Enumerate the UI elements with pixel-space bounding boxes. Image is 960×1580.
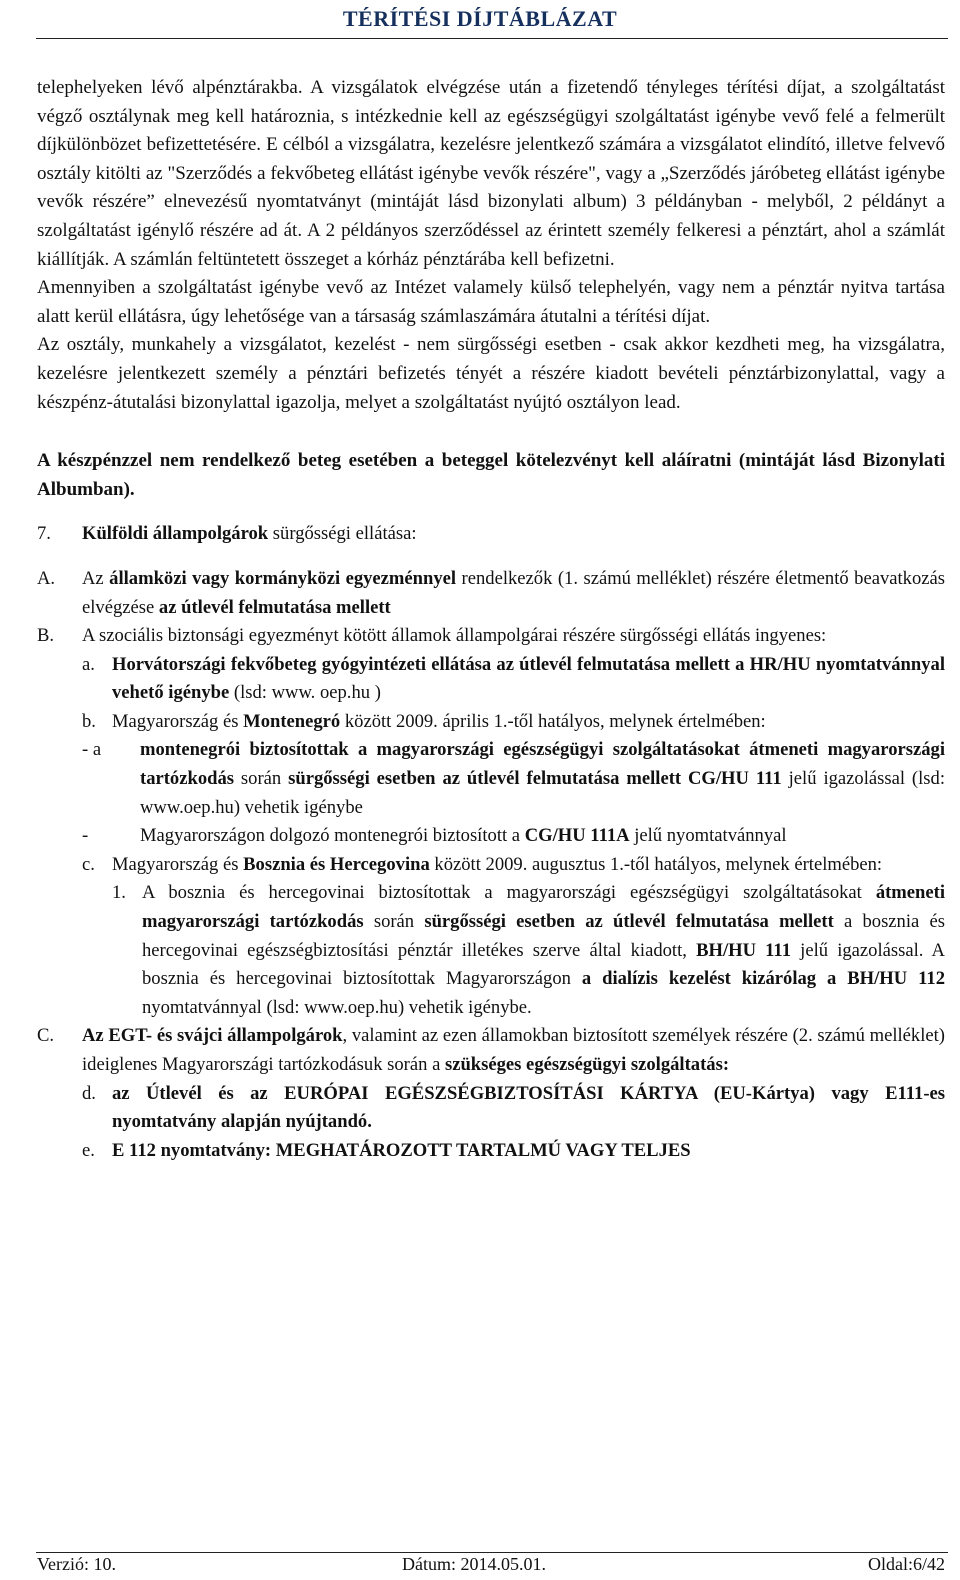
list-item-C-e	[37, 1137, 945, 1166]
bold-span: Bosznia és Hercegovina	[243, 853, 430, 875]
list-marker: b.	[82, 710, 96, 732]
list-item-B-a	[37, 651, 945, 708]
bold-span: átmeneti magyarországi tartózkodás	[142, 882, 945, 933]
bold-span: az útlevél felmutatása mellett	[158, 596, 391, 618]
section-number: 7.	[37, 523, 51, 545]
bold-span: sürgősségi esetben az útlevél felmutatása mellett CG/HU 111	[288, 768, 782, 790]
list-item-B-c	[37, 851, 945, 880]
text-span: Magyarország és	[112, 853, 244, 875]
footer-date: Dátum: 2014.05.01.	[402, 1554, 546, 1574]
list-item-C-d	[37, 1080, 945, 1137]
bold-span: E 112 nyomtatvány: MEGHATÁROZOTT TARTALMÚ VAGY TELJES	[112, 1139, 691, 1161]
list-item-B-b-dash-1	[37, 736, 945, 822]
bold-span: BH/HU 111	[696, 939, 791, 961]
bold-span: Az EGT- és svájci állampolgárok	[82, 1025, 343, 1047]
text-span: Az	[82, 567, 110, 589]
section-7-heading	[37, 520, 945, 549]
text-span: Magyarországon dolgozó montenegrói biztosított a	[140, 825, 525, 847]
text-span: a bosznia és hercegovinai egészségbiztosítási pénztár illetékes szerve által kiadott,	[142, 911, 945, 961]
list-item-B-b	[37, 708, 945, 737]
header-divider	[36, 38, 948, 39]
text-span: (lsd: www. oep.hu )	[229, 682, 381, 704]
text-span: során	[363, 911, 425, 933]
paragraph-external-site-transfer: Amennyiben a szolgáltatást igénybe vevő az Intézet valamely külső telephelyén, vagy nem a pénztár nyitva tartása alatt kerül ellátásra, úgy lehetősége van a társaság számlaszámára átutalni a térítési díjat.	[37, 277, 945, 327]
bold-span: a dialízis kezelést kizárólag a BH/HU 112	[581, 968, 945, 990]
text-span: rendelkezők (1. számú melléklet) részére életmentő beavatkozás elvégzése	[82, 567, 945, 618]
text-span: jelű nyomtatvánnyal	[629, 825, 787, 847]
bold-span: Montenegró	[243, 710, 341, 732]
text-span: Magyarország és	[112, 710, 244, 732]
list-item-B-b-dash-2	[37, 822, 945, 851]
paragraph-payment-procedure: telephelyeken lévő alpénztárakba. A vizsgálatok elvégzése után a fizetendő tényleges térítési díjat, a szolgáltatást végző osztálynak meg kell határoznia, s intézkednie kell az egészségügyi szolgáltatást igénybe vevő felé a felmerült díjkülönbözet befizettetésére. E célból a vizsgálatra, kezelésre jelentkező számára a vizsgálatot elindító, illetve felvevő osztály kitölti az "Szerződés a fekvőbeteg ellátást igénybe vevők részére", vagy a „Szerződés járóbeteg ellátást igénybe vevők részére” elnevezésű nyomtatványt (mintáját lásd bizonylati album) 3 példányban - melyből, 2 példányt a szolgáltatást igénylő részére ad át. A 2 példányos szerződéssel az érintett személy felkeresi a pénztárt, ahol a számlát kiállítják. A számlán feltüntetett összeget a kórház pénztárába kell befizetni.	[37, 77, 945, 270]
list-marker: - a	[82, 739, 102, 761]
list-marker: C.	[37, 1025, 55, 1047]
list-marker: a.	[82, 653, 95, 675]
bold-span: az Útlevél és az EURÓPAI EGÉSZSÉGBIZTOSÍTÁSI KÁRTYA (EU-Kártya) vagy E111-es nyomtatvány alapján nyújtandó.	[112, 1082, 945, 1133]
text-span: jelű igazolással. A bosznia és hercegovinai biztosítottak Magyarországon	[142, 939, 945, 990]
bold-span: montenegrói biztosítottak a magyarországi egészségügyi szolgáltatásokat átmeneti magyarországi tartózkodás	[140, 739, 945, 790]
text-span: nyomtatvánnyal (lsd: www.oep.hu) vehetik igénybe.	[142, 996, 532, 1018]
section-title-rest: sürgősségi ellátása:	[268, 523, 417, 545]
section-title-bold: Külföldi állampolgárok	[82, 523, 269, 545]
list-marker: e.	[82, 1139, 95, 1161]
list-marker: A.	[37, 567, 56, 589]
bold-note-no-cash: A készpénzzel nem rendelkező beteg esetében a beteggel kötelezvényt kell aláíratni (mintáját lásd Bizonylati Albumban).	[37, 450, 945, 500]
list-item-B-c-1	[37, 879, 945, 1022]
paragraph-department-start-condition: Az osztály, munkahely a vizsgálatot, kezelést - nem sürgősségi esetben - csak akkor kezdheti meg, ha vizsgálatra, kezelésre jelentkezett személy a pénztári befizetés tényét a részére kiadott bevételi pénztárbizonylattal, vagy a készpénz-átutalási bizonylattal igazolja, melyet a szolgáltatást nyújtó osztályon lead.	[37, 334, 945, 413]
list-item-A	[37, 565, 945, 622]
text-span: között 2009. augusztus 1.-től hatályos, melynek értelmében:	[429, 853, 883, 875]
text-span: során	[234, 768, 289, 790]
footer-page-number: Oldal:6/42	[868, 1554, 945, 1574]
bold-span: CG/HU 111A	[524, 825, 630, 847]
text-span: , valamint az ezen államokban biztosított személyek részére (2. számú melléklet) ideiglenes Magyarországi tartózkodásuk során a	[82, 1025, 946, 1075]
bold-span: államközi vagy kormányközi egyezménnyel	[109, 567, 457, 589]
list-item-C	[37, 1022, 945, 1079]
list-marker: -	[82, 825, 89, 847]
text-span: jelű igazolással (lsd: www.oep.hu) vehetik igénybe	[140, 768, 945, 818]
bold-span: sürgősségi esetben az útlevél felmutatása mellett	[424, 911, 834, 933]
text-span: A szociális biztonsági egyezményt kötött államok állampolgárai részére sürgősségi ellátás ingyenes:	[82, 625, 827, 647]
list-marker: B.	[37, 625, 55, 647]
footer-divider	[36, 1552, 948, 1553]
text-span: között 2009. április 1.-től hatályos, melynek értelmében:	[340, 710, 766, 732]
page-content	[37, 74, 945, 1165]
footer-version: Verzió: 10.	[37, 1554, 116, 1574]
bold-span: szükséges egészségügyi szolgáltatás:	[444, 1054, 730, 1075]
list-marker: c.	[82, 853, 95, 875]
list-marker: 1.	[112, 882, 126, 904]
bold-span: Horvátországi fekvőbeteg gyógyintézeti ellátása az útlevél felmutatása mellett a HR/HU nyomtatvánnyal vehető igénybe	[112, 653, 945, 704]
list-item-B	[37, 622, 945, 651]
page-header-title: TÉRÍTÉSI DÍJTÁBLÁZAT	[342, 6, 618, 31]
text-span: A bosznia és hercegovinai biztosítottak a magyarországi egészségügyi szolgáltatásokat	[142, 882, 876, 904]
list-marker: d.	[82, 1082, 96, 1104]
